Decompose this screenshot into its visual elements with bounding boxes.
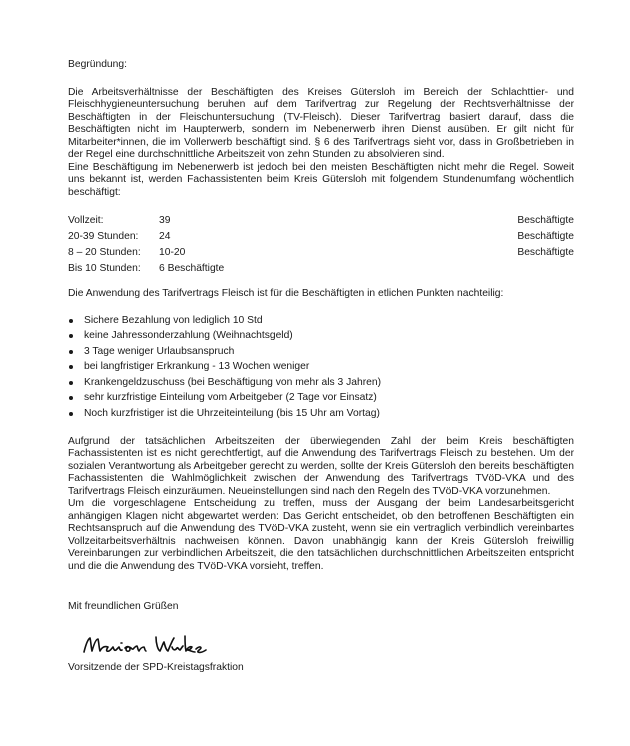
paragraph2-part2: Um die vorgeschlagene Entscheidung zu treffen, muss der Ausgang der beim Landesarbeitsgericht anhängigen Klagen nicht abgewartet werden: Das Gericht entscheidet, ob den betroffenen Beschäftigten ein Rechtsanspruch auf die Anwendung des TVöD-VKA zusteht, wenn sie ein vertraglich verbindlich vereinbartes Vollzeitarbeitsverhältnis nachweisen können. Davon unabhängig kann der Kreis Gütersloh freiwillig Vereinbarungen zur verbindlichen Arbeitszeit, die den tatsächlichen durchschnittlichen Arbeitszeiten entspricht und die die Anwendung des TVöD-VKA vorsieht, treffen. xyxy=(68,498,574,572)
hours-row xyxy=(68,213,574,229)
closing: Mit freundlichen Grüßen xyxy=(68,601,179,613)
hours-row xyxy=(68,245,574,261)
list-item: Sichere Bezahlung von lediglich 10 Std xyxy=(68,313,574,329)
hours-row xyxy=(68,229,574,245)
list-item: bei langfristiger Erkrankung - 13 Wochen weniger xyxy=(68,359,574,375)
hours-unit: Beschäftigte xyxy=(517,231,574,242)
paragraph1-part2: Eine Beschäftigung im Nebenerwerb ist jedoch bei den meisten Beschäftigten nicht mehr die Regel. Soweit uns bekannt ist, werden Fachassistenten beim Kreis Gütersloh mit folgendem Stundenumfang wöchentlich beschäftigt: xyxy=(68,161,574,198)
hours-unit: Beschäftigte xyxy=(517,215,574,226)
disadvantages-list xyxy=(68,313,574,422)
signature-role: Vorsitzende der SPD-Kreistagsfraktion xyxy=(68,661,244,673)
list-item: Noch kurzfristiger ist die Uhrzeiteinteilung (bis 15 Uhr am Vortag) xyxy=(68,406,574,422)
hours-value: 10-20 xyxy=(159,247,186,258)
hours-unit: Beschäftigte xyxy=(517,247,574,258)
hours-row xyxy=(68,261,574,277)
hours-value: 39 xyxy=(159,215,171,226)
hours-value: 6 Beschäftigte xyxy=(159,263,225,274)
disadvantages-intro: Die Anwendung des Tarifvertrags Fleisch ist für die Beschäftigten in etlichen Punkten nachteilig: xyxy=(68,288,504,299)
hours-label: 20-39 Stunden: xyxy=(68,231,139,242)
heading: Begründung: xyxy=(68,59,127,70)
hours-value: 24 xyxy=(159,231,171,242)
signature xyxy=(68,622,574,662)
list-item: sehr kurzfristige Einteilung vom Arbeitgeber (2 Tage vor Einsatz) xyxy=(68,390,574,406)
list-item: 3 Tage weniger Urlaubsanspruch xyxy=(68,344,574,360)
signature-image xyxy=(68,622,218,662)
hours-label: Vollzeit: xyxy=(68,215,104,226)
paragraph1-part1: Die Arbeitsverhältnisse der Beschäftigten des Kreises Gütersloh im Bereich der Schlachttier- und Fleischhygieneuntersuchung beruhen auf dem Tarifvertrag zur Regelung der Rechtsverhältnisse der Beschäftigten in der Fleischuntersuchung (TV-Fleisch). Dieser Tarifvertrag basiert darauf, dass die Beschäftigten nicht im Haupterwerb, sondern im Nebenerwerb ihren Dienst ausüben. Er gilt nicht für Mitarbeiter*innen, die im Vollerwerb beschäftigt sind. § 6 des Tarifvertrags sieht vor, dass in Großbetrieben in der Regel eine durchschnittliche Arbeitszeit von zehn Stunden zu absolvieren sind. xyxy=(68,86,574,160)
hours-label: 8 – 20 Stunden: xyxy=(68,247,141,258)
list-item: keine Jahressonderzahlung (Weihnachtsgeld) xyxy=(68,328,574,344)
letter-body xyxy=(68,59,574,674)
hours-table xyxy=(68,213,574,277)
paragraph2-part1: Aufgrund der tatsächlichen Arbeitszeiten der überwiegenden Zahl der beim Kreis beschäftigten Fachassistenten ist es nicht gerechtfertigt, auf die Anwendung des Tarifvertrags Fleisch zu bestehen. Um der sozialen Verantwortung als Arbeitgeber gerecht zu werden, sollte der Kreis Gütersloh den bereits beschäftigten Fachassistenten die Wahlmöglichkeit zwischen der Anwendung des Tarifvertrags TVöD-VKA und des Tarifvertrags Fleisch einzuräumen. Neueinstellungen sind nach den Regeln des TVöD-VKA vorzunehmen. xyxy=(68,435,574,497)
hours-label: Bis 10 Stunden: xyxy=(68,263,141,274)
list-item: Krankengeldzuschuss (bei Beschäftigung von mehr als 3 Jahren) xyxy=(68,375,574,391)
